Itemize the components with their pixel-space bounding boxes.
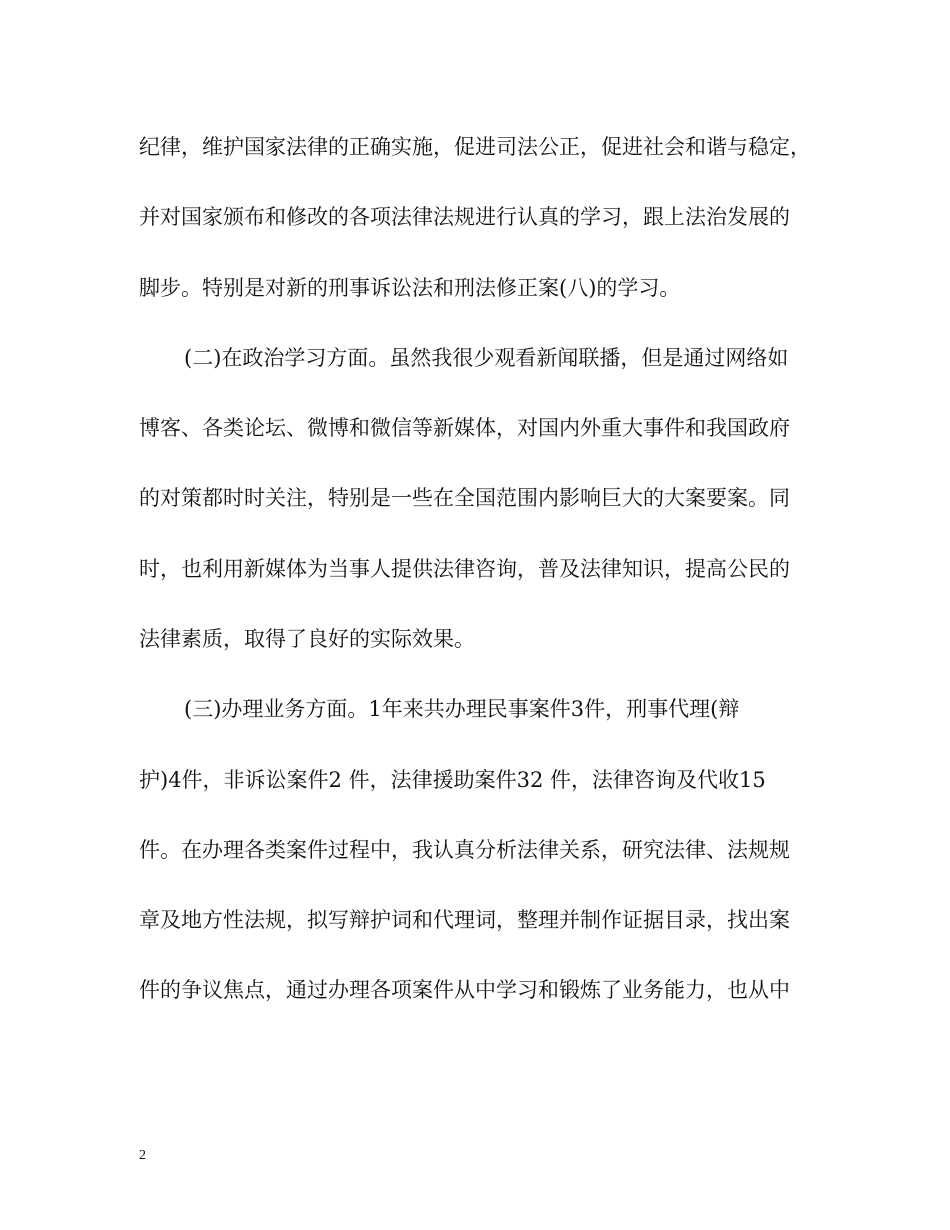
text-line-8: 法律素质，取得了良好的实际效果。 — [139, 627, 475, 651]
text-line-12: 章及地方性法规，拟写辩护词和代理词，整理并制作证据目录，找出案 — [139, 908, 790, 932]
text-line-1: 纪律，维护国家法律的正确实施，促进司法公正，促进社会和谐与稳定， — [139, 135, 811, 159]
text-line-13: 件的争议焦点，通过办理各项案件从中学习和锻炼了业务能力，也从中 — [139, 978, 790, 1002]
text-line-10: 护)4件，非诉讼案件2 件，法律援助案件32 件，法律咨询及代收15 — [139, 768, 766, 792]
page-number: 2 — [139, 1148, 146, 1163]
text-line-6: 的对策都时时关注，特别是一些在全国范围内影响巨大的大案要案。同 — [139, 486, 790, 510]
text-line-3: 脚步。特别是对新的刑事诉讼法和刑法修正案(八)的学习。 — [139, 276, 681, 300]
text-line-2: 并对国家颁布和修改的各项法律法规进行认真的学习，跟上法治发展的 — [139, 205, 790, 229]
text-line-11: 件。在办理各类案件过程中，我认真分析法律关系，研究法律、法规规 — [139, 838, 790, 862]
text-line-5: 博客、各类论坛、微博和微信等新媒体，对国内外重大事件和我国政府 — [139, 416, 790, 440]
text-line-9: (三)办理业务方面。1年来共办理民事案件3件，刑事代理(辩 — [184, 697, 740, 721]
text-line-7: 时，也利用新媒体为当事人提供法律咨询，普及法律知识，提高公民的 — [139, 557, 790, 581]
text-line-4: (二)在政治学习方面。虽然我很少观看新闻联播，但是通过网络如 — [184, 346, 789, 370]
